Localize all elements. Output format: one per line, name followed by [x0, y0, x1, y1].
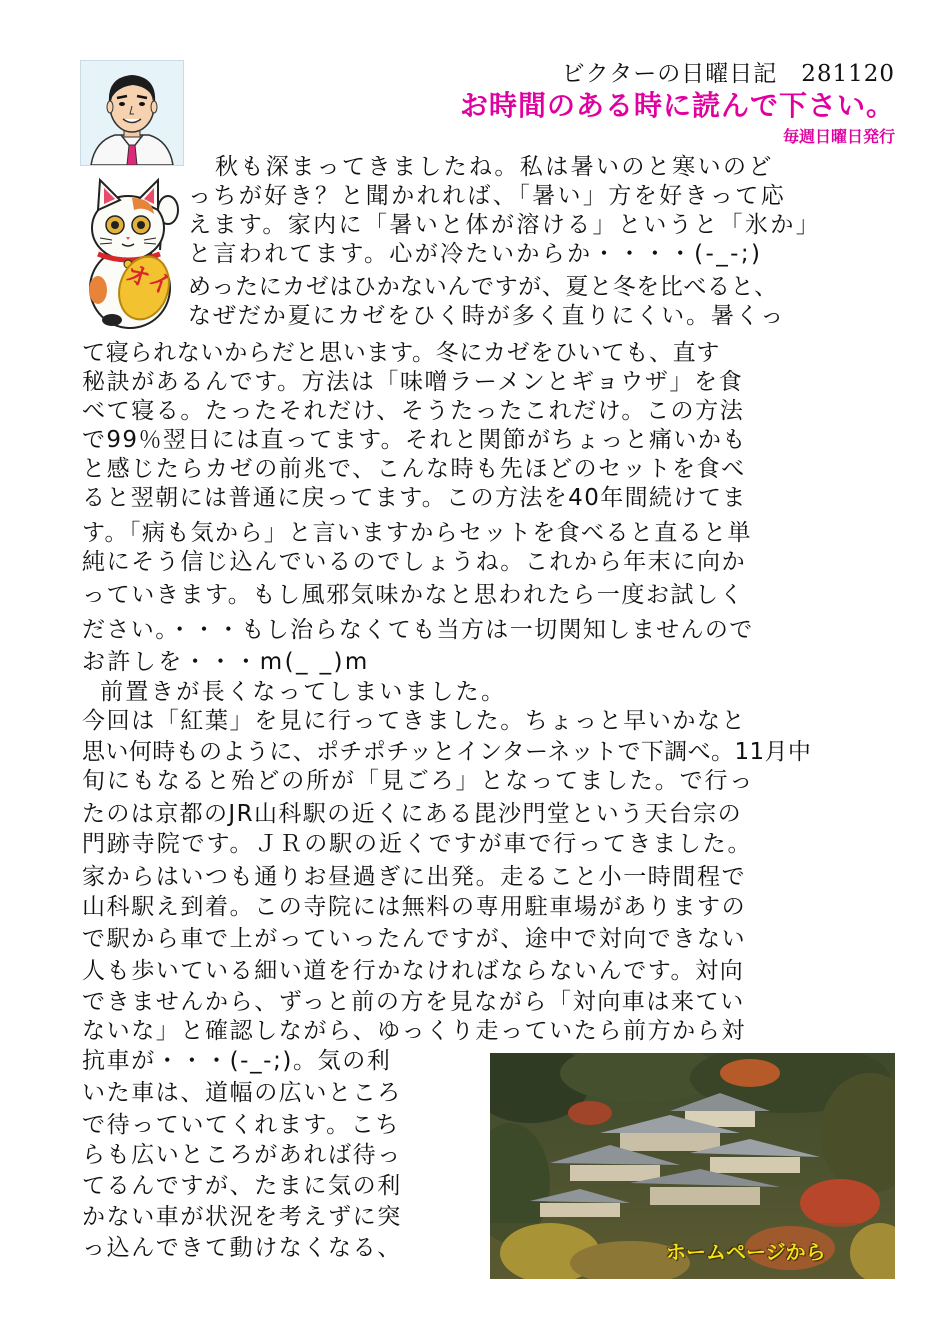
body-line: 抗車が・・・(-_-;)。気の利: [82, 1048, 392, 1074]
body-line: いた車は、道幅の広いところ: [82, 1080, 402, 1106]
body-line: 純にそう信じ込んでいるのでしょうね。これから年末に向か: [82, 549, 747, 575]
newsletter-title: ビクターの日曜日記 281120: [561, 61, 895, 87]
body-line: 今回は「紅葉」を見に行ってきました。ちょっと早いかなと: [82, 708, 747, 734]
photo-caption: ホームページから: [666, 1240, 826, 1264]
body-line: なぜだか夏にカゼをひく時が多く直りにくい。暑くっ: [188, 303, 786, 329]
koban-coin-label: オイ: [122, 259, 176, 301]
body-line: たのは京都のJR山科駅の近くにある毘沙門堂という天台宗の: [82, 801, 742, 827]
body-line: 旬にもなると殆どの所が「見ごろ」となってました。で行っ: [82, 768, 755, 794]
body-line: て寝られないからだと思います。冬にカゼをひいても、直す: [82, 340, 721, 366]
body-line: 門跡寺院です。ＪＲの駅の近くですが車で行ってきました。: [82, 831, 753, 857]
body-line: らも広いところがあれば待っ: [82, 1142, 402, 1168]
body-line: 前置きが長くなってしまいました。: [100, 679, 507, 705]
body-line: ると翌朝には普通に戻ってます。この方法を40年間続けてま: [82, 485, 747, 511]
body-line: っちが好き？と聞かれれば、「暑い」方を好きって応: [188, 183, 787, 209]
body-line: で待っていてくれます。こち: [82, 1112, 400, 1138]
body-line: っていきます。もし風邪気味かなと思われたら一度お試しく: [82, 582, 745, 608]
newsletter-subtitle: お時間のある時に読んで下さい。: [459, 89, 895, 122]
body-line: す。「病も気から」と言いますからセットを食べると直ると単: [82, 520, 752, 546]
body-line: えます。家内に「暑いと体が溶ける」というと「氷か」: [188, 212, 822, 238]
body-line: お許しを・・・m(_ _)m: [82, 649, 370, 675]
body-line: かない車が状況を考えずに突: [82, 1204, 402, 1230]
body-line: 思い何時ものように、ポチポチッとインターネットで下調べ。11月中: [82, 739, 812, 765]
temple-photo: [490, 1053, 895, 1279]
body-line: ださい。・・・もし治らなくても当方は一切関知しませんので: [82, 617, 754, 643]
body-line: 秋も深まってきましたね。私は暑いのと寒いのど: [215, 154, 774, 180]
body-line: めったにカゼはひかないんですが、夏と冬を比べると、: [188, 274, 778, 300]
body-line: できませんから、ずっと前の方を見ながら「対向車は来てい: [82, 989, 745, 1015]
body-line: で99％翌日には直ってます。それと関節がちょっと痛いかも: [82, 427, 747, 453]
body-line: と言われてます。心が冷たいからか・・・・(-_-;): [188, 241, 763, 267]
body-line: 家からはいつも通りお昼過ぎに出発。走ること小一時間程で: [82, 864, 747, 890]
body-line: と感じたらカゼの前兆で、こんな時も先ほどのセットを食べ: [82, 456, 746, 482]
maneki-neko-illustration: [82, 170, 182, 332]
body-line: で駅から車で上がっていったんですが、途中で対向できない: [82, 926, 747, 952]
body-line: ないな」と確認しながら、ゆっくり走っていたら前方から対: [82, 1018, 746, 1044]
body-line: 秘訣があるんです。方法は「味噌ラーメンとギョウザ」を食: [82, 369, 744, 395]
body-line: てるんですが、たまに気の利: [82, 1173, 402, 1199]
body-line: べて寝る。たったそれだけ、そうたったこれだけ。この方法: [82, 398, 745, 424]
author-portrait: [80, 60, 184, 166]
body-line: っ込んできて動けなくなる、: [82, 1235, 402, 1261]
body-line: 人も歩いている細い道を行かなければならないんです。対向: [82, 958, 745, 984]
publication-schedule: 毎週日曜日発行: [782, 127, 895, 146]
body-line: 山科駅え到着。この寺院には無料の専用駐車場がありますの: [82, 894, 747, 920]
